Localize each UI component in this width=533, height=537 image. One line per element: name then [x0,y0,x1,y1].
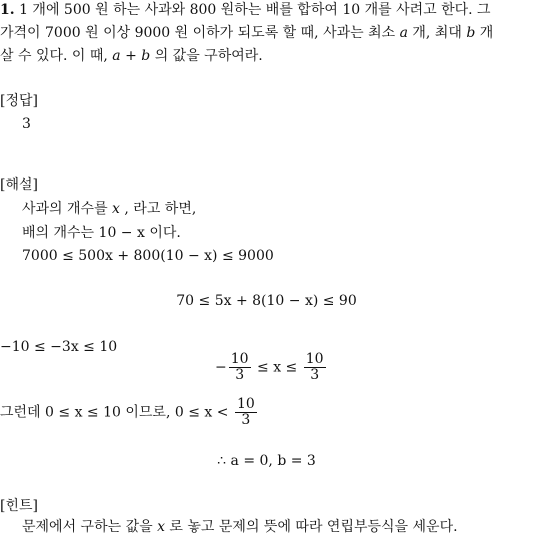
answer-heading: [정답] [0,93,38,109]
solution-conclusion: ∴ a = 0, b = 3 [217,453,316,469]
solution-line-3: 7000 ≤ 500x + 800(10 − x) ≤ 9000 [22,248,274,264]
answer-value: 3 [22,116,31,132]
solution-line-4: 70 ≤ 5x + 8(10 − x) ≤ 90 [176,293,357,309]
solution-line-5: −10 ≤ −3x ≤ 10 [0,339,118,355]
solution-line-7: 그런데 0 ≤ x ≤ 10 이므로, 0 ≤ x < $\frac{10}{3}$ [0,396,255,428]
problem-text-1: 1 개에 500 원 하는 사과와 800 원하는 배를 합하여 10 개를 사려고 한다. 그 [19,2,491,18]
hint-heading: [힌트] [0,498,38,514]
fraction: $\frac{10}{3}$ [236,396,255,428]
problem-number: 1. [0,2,15,18]
problem-line-2: 가격이 7000 원 이상 9000 원 이하가 되도록 할 때, 사과는 최소 a 개, 최대 b 개 [0,25,494,41]
solution-line-6: − $\frac{10}{3}$ ≤ x ≤ $\frac{10}{3}$ [215,351,324,383]
solution-line-2: 배의 개수는 10 − x 이다. [22,225,181,241]
solution-line-1: 사과의 개수를 x , 라고 하면, [22,201,197,217]
solution-heading: [해설] [0,177,38,193]
fraction: $\frac{10}{3}$ [230,351,249,383]
problem-line-3: 살 수 있다. 이 때, a + b 의 값을 구하여라. [0,48,263,64]
fraction: $\frac{10}{3}$ [305,351,324,383]
hint-text: 문제에서 구하는 값을 x 로 놓고 문제의 뜻에 따라 연립부등식을 세운다. [22,519,458,535]
problem-line-1 [0,0,491,20]
